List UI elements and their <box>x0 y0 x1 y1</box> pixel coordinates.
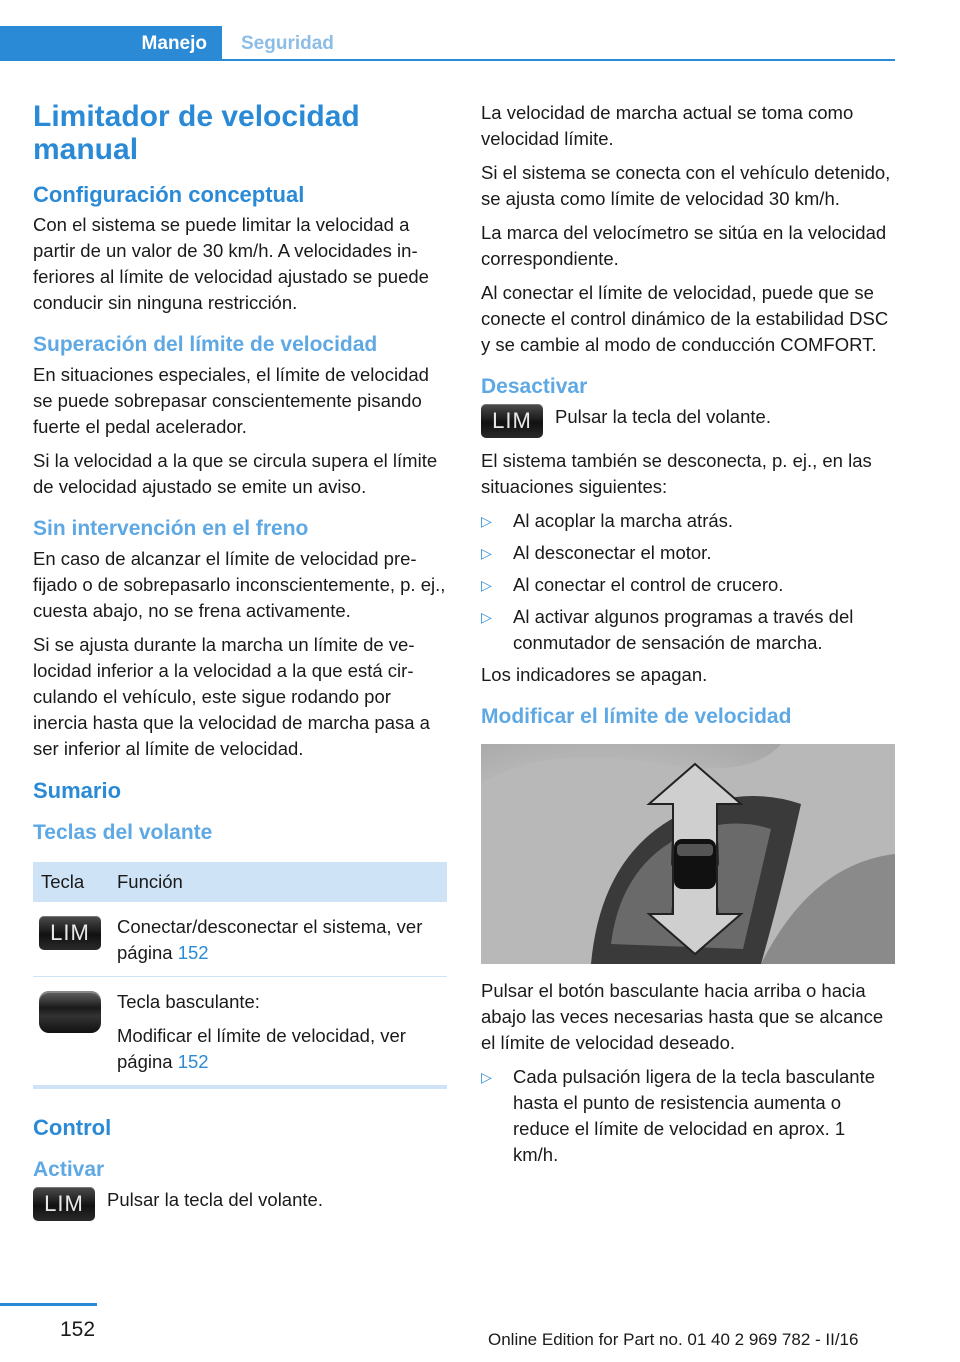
table-cell-key <box>33 902 109 977</box>
paragraph: En caso de alcanzar el límite de velocidad prefijado o de sobrepasarlo inconscientemente, p. ej., cuesta abajo, no se frena activamente. <box>33 548 446 621</box>
triangle-bullet-icon: ▷ <box>481 545 492 561</box>
row-text: Modificar el límite de velocidad, ver página <box>117 1025 406 1072</box>
modify-list <box>481 1064 895 1168</box>
row-text: Conectar/desconectar el sistema, ver página <box>117 916 423 963</box>
section-heading-no-brake: Sin intervención en el freno <box>33 517 309 540</box>
activate-text: Pulsar la tecla del volante. <box>107 1189 323 1210</box>
list-item: ▷ Al desconectar el motor. <box>481 540 895 566</box>
rocker-key-icon <box>39 991 101 1033</box>
lim-key-icon: LIM <box>39 916 101 950</box>
steering-wheel-image <box>481 744 895 964</box>
section-heading-override: Superación del límite de velocidad <box>33 333 378 356</box>
paragraph: Con el sistema se puede limitar la velocidad a partir de un valor de 30 km/h. A velocidades inferiores al límite de velocidad ajustado se puede conducir sin ninguna restricción. <box>33 214 429 313</box>
deactivate-row <box>481 404 895 438</box>
section-heading-deactivate: Desactivar <box>481 375 588 398</box>
table-row <box>33 977 447 1088</box>
table-cell-function <box>109 977 447 1088</box>
list-item: ▷ Al conectar el control de crucero. <box>481 572 895 598</box>
list-item: ▷ Al acoplar la marcha atrás. <box>481 508 895 534</box>
paragraph: Si se ajusta durante la marcha un límite de velocidad inferior a la velocidad a la que está circulando el vehículo, este sigue rodando por inercia hasta que la velocidad de marcha pasa a ser inferior al límite de velocidad. <box>33 634 430 759</box>
paragraph: En situaciones especiales, el límite de velocidad se puede sobrepasar conscientemente pisando fuerte el pedal acelerador. <box>33 364 429 437</box>
table-cell-key <box>33 977 109 1088</box>
lim-key-icon: LIM <box>481 404 543 438</box>
paragraph: Al conectar el límite de velocidad, puede que se conecte el control dinámico de la estabilidad DSC y se cambie al modo de conducción COMFORT. <box>481 282 889 355</box>
header-divider <box>0 59 895 61</box>
paragraph: El sistema también se desconecta, p. ej., en las situaciones siguientes: <box>481 450 872 497</box>
keys-table <box>33 862 447 1089</box>
lim-key-icon: LIM <box>33 1187 95 1221</box>
deactivate-list <box>481 508 895 656</box>
footer-divider <box>0 1303 97 1306</box>
triangle-bullet-icon: ▷ <box>481 577 492 593</box>
table-row <box>33 902 447 977</box>
table-header-key: Tecla <box>33 862 109 902</box>
section-heading-activate: Activar <box>33 1158 105 1181</box>
page-link[interactable]: 152 <box>177 942 209 963</box>
section-heading-wheel-keys: Teclas del volante <box>33 821 213 844</box>
section-heading-summary: Sumario <box>33 778 122 803</box>
section-heading-modify: Modificar el límite de velocidad <box>481 705 792 728</box>
paragraph: Si el sistema se conecta con el vehículo detenido, se ajusta como límite de velocidad 30 km/h. <box>481 162 891 209</box>
triangle-bullet-icon: ▷ <box>481 513 492 529</box>
edition-note: Online Edition for Part no. 01 40 2 969 782 - II/16 <box>488 1330 859 1349</box>
left-column <box>33 100 447 1231</box>
steering-wheel-illustration <box>481 744 895 964</box>
activate-row <box>33 1187 447 1221</box>
table-header-row <box>33 862 447 902</box>
row-title: Tecla basculante: <box>117 991 260 1012</box>
paragraph: La marca del velocímetro se sitúa en la velocidad correspondiente. <box>481 222 887 269</box>
tab-seguridad[interactable]: Seguridad <box>241 33 334 54</box>
section-heading-concept: Configuración conceptual <box>33 182 305 207</box>
triangle-bullet-icon: ▷ <box>481 609 492 625</box>
deactivate-text: Pulsar la tecla del volante. <box>555 406 771 427</box>
paragraph: La velocidad de marcha actual se toma como velocidad límite. <box>481 102 854 149</box>
paragraph: Los indicadores se apagan. <box>481 664 708 685</box>
paragraph: Pulsar el botón basculante hacia arriba o hacia abajo las veces necesarias hasta que se alcance el límite de velocidad deseado. <box>481 980 884 1053</box>
page-title: Limitador de velocidad manual <box>33 100 360 166</box>
page-link[interactable]: 152 <box>177 1051 209 1072</box>
page-header <box>0 0 960 62</box>
table-cell-function <box>109 902 447 977</box>
triangle-bullet-icon: ▷ <box>481 1069 492 1085</box>
page-number: 152 <box>60 1318 96 1341</box>
right-column <box>481 100 895 1174</box>
paragraph: Si la velocidad a la que se circula supera el límite de velocidad ajustado se emite un aviso. <box>33 450 438 497</box>
tab-manejo[interactable]: Manejo <box>0 26 222 61</box>
table-header-function: Función <box>109 862 447 902</box>
list-item: ▷ Al activar algunos programas a través del conmutador de sensación de marcha. <box>481 604 895 656</box>
list-item: ▷ Cada pulsación ligera de la tecla basculante hasta el punto de resistencia aumenta o reduce el límite de velocidad en aprox. 1 km/h. <box>481 1064 895 1168</box>
section-heading-control: Control <box>33 1115 112 1140</box>
